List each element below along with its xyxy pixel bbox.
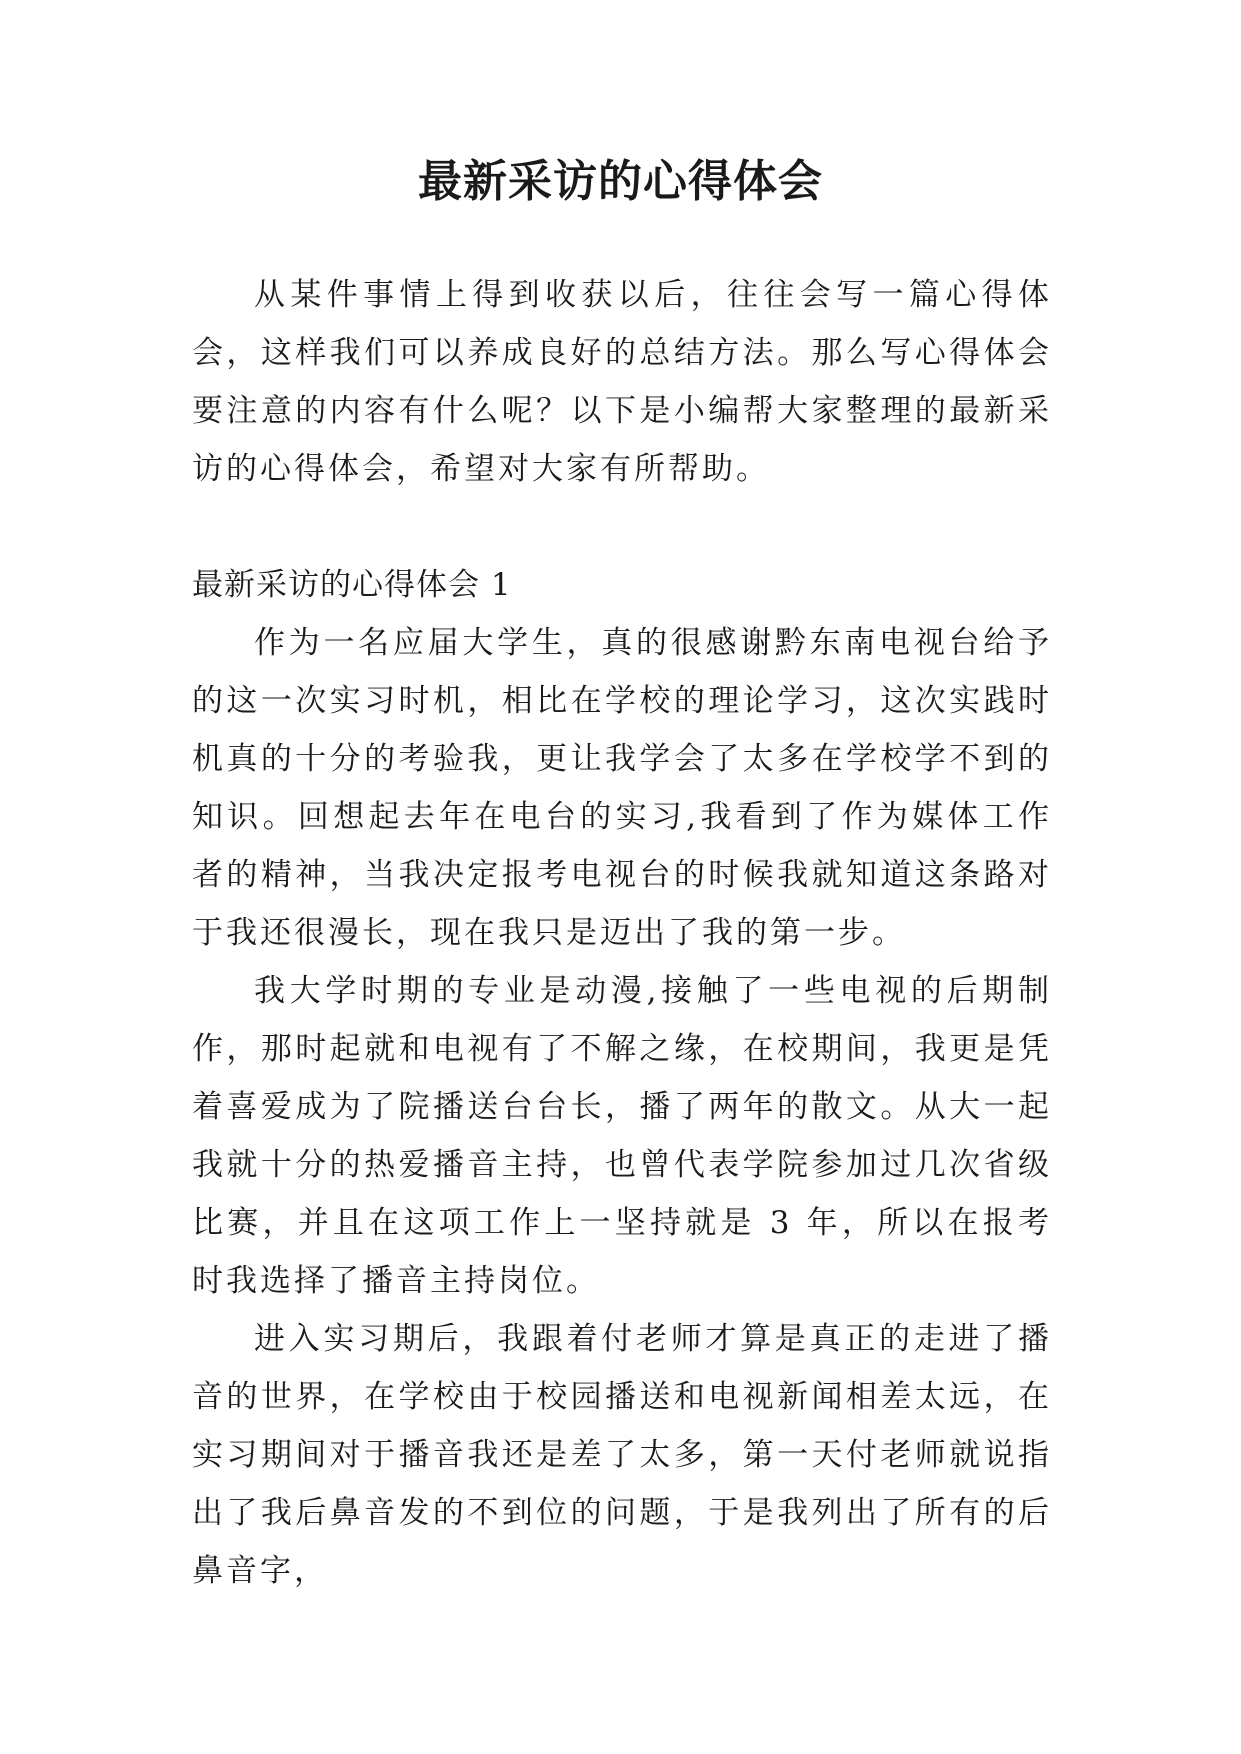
- page-title: 最新采访的心得体会: [418, 156, 823, 207]
- body-paragraph: 作为一名应届大学生，真的很感谢黔东南电视台给予的这一次实习时机，相比在学校的理论学习，这次实践时机真的十分的考验我，更让我学会了太多在学校学不到的知识。回想起去年在电台的实习,我看到了作为媒体工作者的精神，当我决定报考电视台的时候我就知道这条路对于我还很漫长，现在我只是迈出了我的第一步。: [192, 625, 1052, 951]
- body-paragraph: 进入实习期后，我跟着付老师才算是真正的走进了播音的世界，在学校由于校园播送和电视新闻相差太远，在实习期间对于播音我还是差了太多，第一天付老师就说指出了我后鼻音发的不到位的问题，于是我列出了所有的后鼻音字，: [192, 1321, 1052, 1589]
- section-heading: 最新采访的心得体会 1: [192, 567, 512, 603]
- intro-paragraph: 从某件事情上得到收获以后，往往会写一篇心得体会，这样我们可以养成良好的总结方法。那么写心得体会要注意的内容有什么呢？以下是小编帮大家整理的最新采访的心得体会，希望对大家有所帮助。: [192, 277, 1052, 487]
- document-body: [192, 266, 1052, 1600]
- body-paragraph: 我大学时期的专业是动漫,接触了一些电视的后期制作，那时起就和电视有了不解之缘，在校期间，我更是凭着喜爱成为了院播送台台长，播了两年的散文。从大一起我就十分的热爱播音主持，也曾代表学院参加过几次省级比赛，并且在这项工作上一坚持就是 3 年，所以在报考时我选择了播音主持岗位。: [192, 973, 1052, 1299]
